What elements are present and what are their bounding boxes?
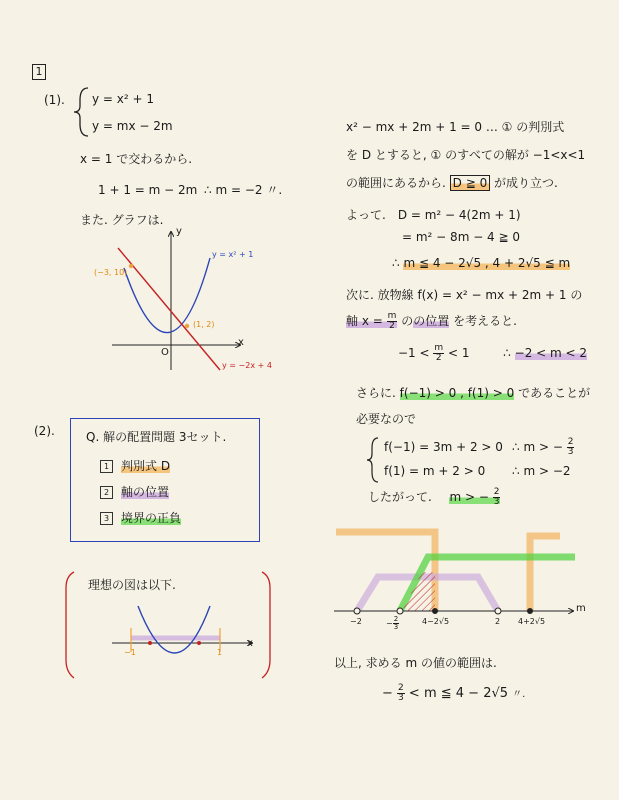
axis-eq: x = [361,314,383,328]
tick-minus2 [354,608,360,614]
right-line-9c: ∴ [503,346,511,360]
right-line-10c: であることが [518,386,591,400]
final-range: < m ≦ 4 − 2√5 [408,686,509,701]
ideal-right-label: 1 [217,648,223,657]
item-2-text: 軸の位置 [121,485,170,499]
boundary-condition: f(−1) > 0 , f(1) > 0 [399,386,515,400]
point-right-label: (1, 2) [193,320,215,329]
tick-minus2-3 [397,608,403,614]
graph-intro: また. グラフは. [80,213,164,227]
ineq-2: f(1) = m + 2 > 0 [384,464,486,478]
graph-origin: O [161,347,169,358]
ineq-1-num: 2 [567,437,574,447]
axis-result: −2 < m < 2 [514,346,588,360]
numline-label-4-plus-2root5: 4+2√5 [518,617,546,626]
item-2-number: 2 [100,486,113,499]
equation-line: 1 + 1 = m − 2m [98,183,198,197]
intersection-condition: x = 1 で交わるから. [80,152,193,166]
right-line-7: 次に. 放物線 f(x) = x² − mx + 2m + 1 の [346,288,583,302]
axis-ineq-num: m [434,343,444,353]
orange-region-right [530,536,560,611]
curve-label: y = x² + 1 [212,250,254,259]
right-line-6a: ∴ [392,256,400,270]
axis-word: 軸 [346,314,359,328]
ideal-left-label: −1 [124,648,136,657]
numline-label-minus2-3: − $\frac{2}{3}$ [386,615,399,631]
numline-label-2: 2 [495,617,501,626]
right-line-8d: を考えると. [453,314,517,328]
numline-frac [393,616,399,631]
right-line-9b: < 1 [448,346,470,360]
graph-y-label: y [176,226,182,237]
system-eq1: y = x² + 1 [92,92,155,106]
axis-frac-num: m [387,311,397,321]
therefore-text: したがって. [368,490,432,504]
part1-label: (1). [44,93,65,107]
item-1-number: 1 [100,460,113,473]
box-title: Q. 解の配置問題 3セット. [86,430,227,444]
right-line-3a: の範囲にあるから. [346,176,446,190]
item-1-text: 判別式 D [121,459,171,473]
line-label: y = −2x + 4 [222,361,272,370]
right-line-4: よって. D = m² − 4(2m + 1) [346,208,521,222]
therefore-den: 3 [493,497,500,507]
ineq-1-den: 3 [567,447,574,457]
system-eq2: y = mx − 2m [92,119,173,133]
axis-ineq-den: 2 [435,353,442,363]
tick-4-minus-2root5 [432,608,438,614]
ideal-axis-label: x [247,638,253,649]
point-left-label: (−3, 10) [94,268,128,277]
numline-axis-label: m [576,603,586,614]
final-minus: − [382,686,393,701]
final-num: 2 [398,683,404,693]
tick-4-plus-2root5 [527,608,533,614]
final-frac [397,684,405,703]
discriminant-condition: D ≧ 0 [450,175,491,191]
item-3-text: 境界の正負 [121,511,182,525]
result-m: ∴ m = −2 〃. [204,183,283,197]
final-answer [382,684,525,703]
graph-x-label: x [238,337,244,348]
numline-frac-den: 3 [393,623,399,631]
right-line-8c: の位置 [413,314,450,328]
discriminant-result: m ≦ 4 − 2√5 , 4 + 2√5 ≦ m [403,256,571,270]
part2-label: (2). [34,424,55,438]
therefore-res-a: m > − [449,490,489,504]
ineq-1: f(−1) = 3m + 2 > 0 [384,440,503,454]
numline-frac-num: 2 [393,615,399,623]
ineq-1-res-a: ∴ m > − [512,440,563,454]
therefore-num: 2 [493,487,500,497]
right-line-2: を D とすると, ① のすべての解が −1<x<1 [346,148,586,162]
final-den: 3 [398,693,404,703]
right-line-5: = m² − 8m − 4 ≧ 0 [402,230,521,244]
numline-label-4-minus-2root5: 4−2√5 [422,617,450,626]
axis-frac-den: 2 [389,321,395,331]
right-line-9a: −1 < [398,346,430,360]
ineq-2-result: ∴ m > −2 [512,464,571,478]
problem-number: 1 [32,64,46,80]
tick-2 [495,608,501,614]
ideal-caption: 理想の図は以下. [88,578,176,592]
item-3-number: 3 [100,512,113,525]
right-line-1: x² − mx + 2m + 1 = 0 … ① の判別式 [346,120,565,134]
final-mark: 〃. [512,689,526,700]
right-line-8c-wrap: の [401,314,414,328]
right-line-3c: が成り立つ. [494,176,558,190]
right-line-11: 必要なので [356,412,417,426]
numline-label-minus2: −2 [350,617,362,626]
right-line-10a: さらに. [356,386,396,400]
conclusion-line: 以上, 求める m の値の範囲は. [334,656,497,670]
